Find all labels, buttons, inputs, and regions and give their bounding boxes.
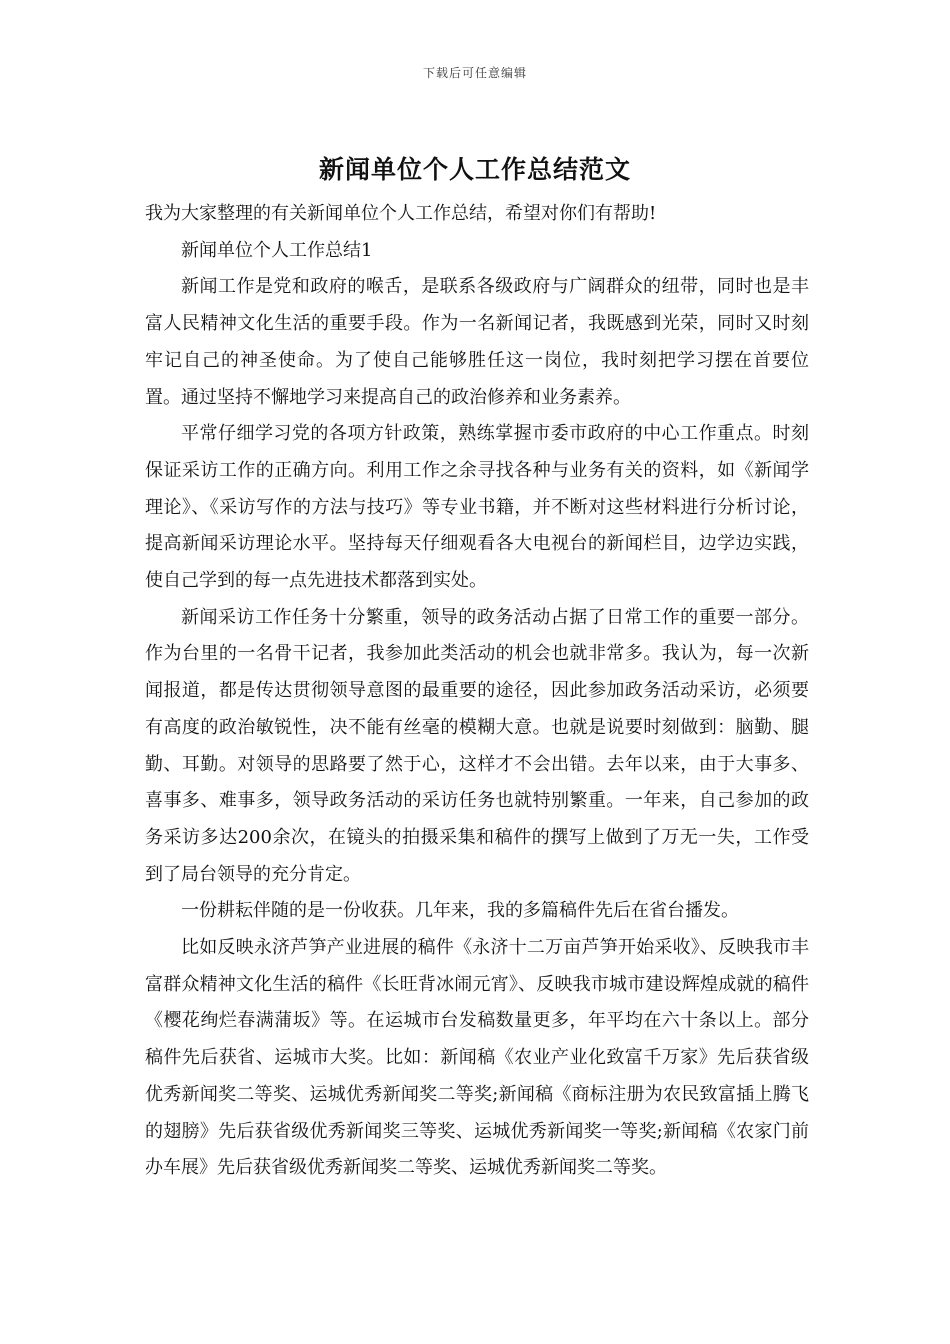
- body-paragraph: 新闻采访工作任务十分繁重，领导的政务活动占据了日常工作的重要一部分。作为台里的一名骨干记者，我参加此类活动的机会也就非常多。我认为，每一次新闻报道，都是传达贯彻领导意图的最重要的途径，因此参加政务活动采访，必须要有高度的政治敏锐性，决不能有丝毫的模糊大意。也就是说要时刻做到：脑勤、腿勤、耳勤。对领导的思路要了然于心，这样才不会出错。去年以来，由于大事多、喜事多、难事多，领导政务活动的采访任务也就特别繁重。一年来，自己参加的政务采访多达200余次，在镜头的拍摄采集和稿件的撰写上做到了万无一失，工作受到了局台领导的充分肯定。: [145, 606, 809, 885]
- intro-paragraph: 我为大家整理的有关新闻单位个人工作总结，希望对你们有帮助!: [145, 203, 657, 224]
- body-paragraph: 平常仔细学习党的各项方针政策，熟练掌握市委市政府的中心工作重点。时刻保证采访工作的正确方向。利用工作之余寻找各种与业务有关的资料，如《新闻学理论》、《采访写作的方法与技巧》等专业书籍，并不断对这些材料进行分析讨论，提高新闻采访理论水平。坚持每天仔细观看各大电视台的新闻栏目，边学边实践，使自己学到的每一点先进技术都落到实处。: [145, 423, 809, 592]
- body-paragraph: 新闻工作是党和政府的喉舌，是联系各级政府与广阔群众的纽带，同时也是丰富人民精神文化生活的重要手段。作为一名新闻记者，我既感到光荣，同时又时刻牢记自己的神圣使命。为了使自己能够胜任这一岗位，我时刻把学习摆在首要位置。通过坚持不懈地学习来提高自己的政治修养和业务素养。: [145, 276, 809, 408]
- header-note: 下载后可任意编辑: [422, 66, 527, 80]
- body-paragraph: 一份耕耘伴随的是一份收获。几年来，我的多篇稿件先后在省台播发。: [181, 900, 739, 922]
- section-heading: 新闻单位个人工作总结1: [181, 239, 373, 261]
- body-paragraph: 比如反映永济芦笋产业进展的稿件《永济十二万亩芦笋开始采收》、反映我市丰富群众精神文化生活的稿件《长旺背冰闹元宵》、反映我市城市建设辉煌成就的稿件《樱花绚烂春满蒲坂》等。在运城市台发稿数量更多，年平均在六十条以上。部分稿件先后获省、运城市大奖。比如：新闻稿《农业产业化致富千万家》先后获省级优秀新闻奖二等奖、运城优秀新闻奖二等奖;新闻稿《商标注册为农民致富插上腾飞的翅膀》先后获省级优秀新闻奖三等奖、运城优秀新闻奖一等奖;新闻稿《农家门前办车展》先后获省级优秀新闻奖二等奖、运城优秀新闻奖二等奖。: [145, 937, 809, 1179]
- document-body: [145, 196, 809, 1187]
- document-title: 新闻单位个人工作总结范文: [318, 155, 631, 184]
